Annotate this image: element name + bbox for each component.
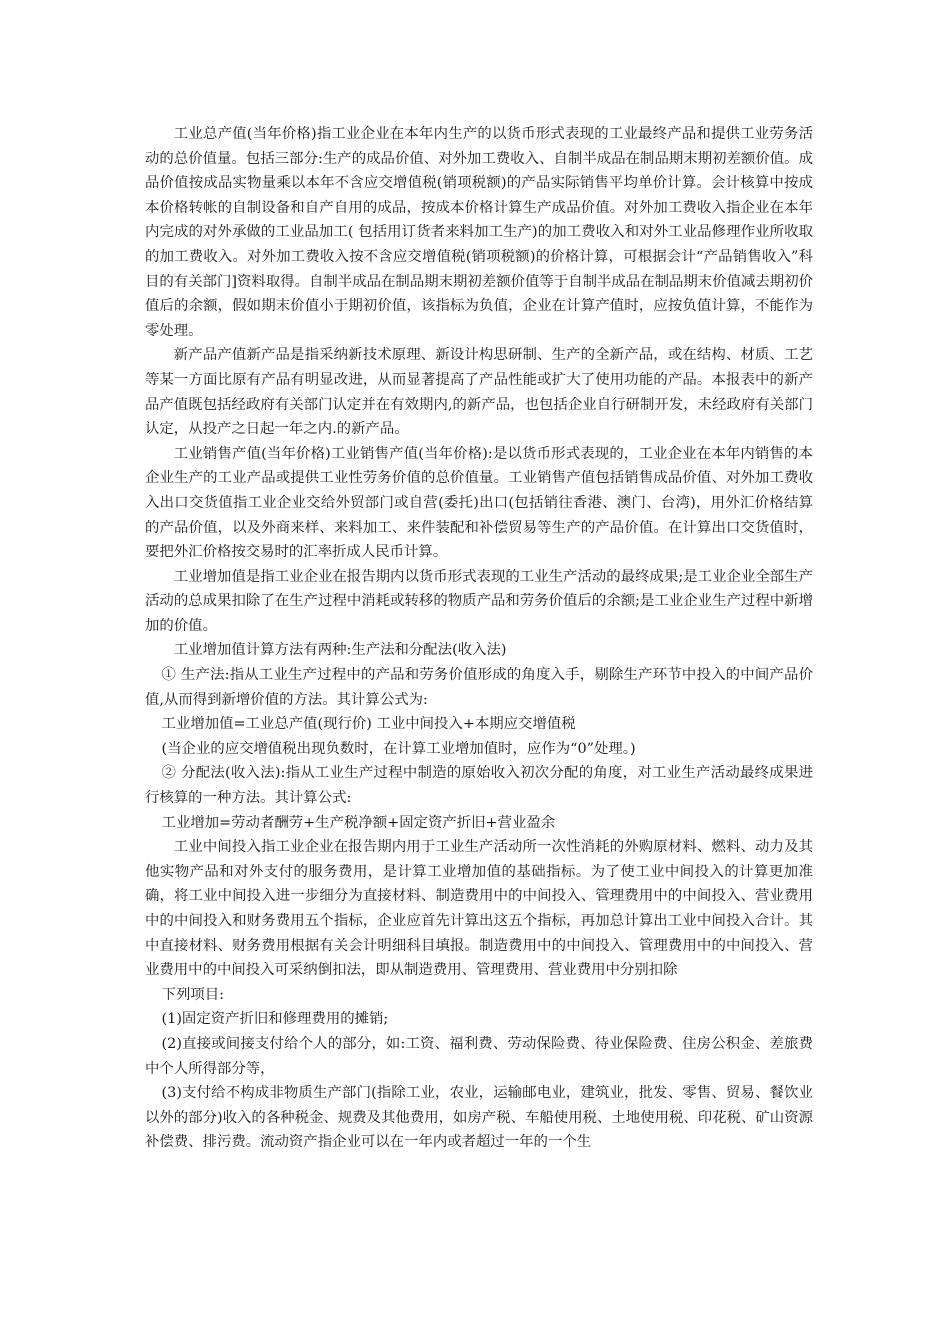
paragraph-sales-output-value: 工业销售产值(当年价格)工业销售产值(当年价格):是以货币形式表现的，工业企业在本年内销售的本企业生产的工业产品或提供工业性劳务价值的总价值量。工业销售产值包括销售成品价值、对外加工费收入出口交货值指工业企业交给外贸部门或自营(委托)出口(包括销往香港、澳门、台湾)，用外汇价格结算的产品价值，以及外商来样、来料加工、来件装配和补偿贸易等生产的产品价值。在计算出口交货值时，要把外汇价格按交易时的汇率折成人民币计算。 bbox=[145, 445, 813, 561]
note-production: (当企业的应交增值税出现负数时，在计算工业增加值时，应作为“0”处理。) bbox=[161, 740, 636, 757]
formula-production: 工业增加值=工业总产值(现行价) 工业中间投入+本期应交增值税 bbox=[161, 716, 576, 733]
paragraph-calculation-methods: 工业增加值计算方法有两种:生产法和分配法(收入法) bbox=[173, 642, 507, 659]
paragraph-intermediate-input: 工业中间投入指工业企业在报告期内用于工业生产活动所一次性消耗的外购原材料、燃料、动力及其他实物产品和对外支付的服务费用，是计算工业增加值的基础指标。为了使工业中间投入的计算更加准确，将工业中间投入进一步细分为直接材料、制造费用中的中间投入、管理费用中的中间投入、营业费用中的中间投入和财务费用五个指标，企业应首先计算出这五个指标，再加总计算出工业中间投入合计。其中直接材料、财务费用根据有关会计明细科目填报。制造费用中的中间投入、管理费用中的中间投入、营业费用中的中间投入可采纳倒扣法，即从制造费用、管理费用、营业费用中分别扣除 bbox=[145, 839, 813, 979]
paragraph-value-added: 工业增加值是指工业企业在报告期内以货币形式表现的工业生产活动的最终成果;是工业企业全部生产活动的总成果扣除了在生产过程中消耗或转移的物质产品和劳务价值后的余额;是工业企业生产过程中新增加的价值。 bbox=[145, 568, 813, 634]
list-item: (1)固定资产折旧和修理费用的摊销; bbox=[161, 1011, 389, 1028]
method-production: ① 生产法:指从工业生产过程中的产品和劳务价值形成的角度入手，剔除生产环节中投入的中间产品价值,从而得到新增价值的方法。其计算公式为: bbox=[145, 667, 813, 708]
paragraph-gross-output-value: 工业总产值(当年价格)指工业企业在本年内生产的以货币形式表现的工业最终产品和提供工业劳务活动的总价值量。包括三部分:生产的成品价值、对外加工费收入、自制半成品在制品期末期初差额价值。成品价值按成品实物量乘以本年不含应交增值税(销项税额)的产品实际销售平均单价计算。会计核算中按成本价格转帐的自制设备和自产自用的成品，按成本价格计算生产成品价值。对外加工费收入指企业在本年内完成的对外承做的工业品加工( 包括用订货者来料加工生产)的加工费收入和对外工业品修理作业所收取的加工费收入。对外加工费收入按不含应交增值税(销项税额)的价格计算，可根据会计“产品销售收入”科目的有关部门]资料取得。自制半成品在制品期末期初差额价值等于自制半成品在制品期末价值减去期初价值后的余额，假如期末价值小于期初价值，该指标为负值，企业在计算产值时，应按负值计算，不能作为零处理。 bbox=[145, 126, 813, 339]
document-body bbox=[145, 122, 813, 1155]
list-intro: 下列项目: bbox=[161, 986, 224, 1003]
list-item: (2)直接或间接支付给个人的部分，如:工资、福利费、劳动保险费、待业保险费、住房公积金、差旅费中个人所得部分等， bbox=[145, 1035, 813, 1077]
method-distribution: ② 分配法(收入法):指从工业生产过程中制造的原始收入初次分配的角度，对工业生产活动最终成果进行核算的一种方法。其计算公式: bbox=[145, 765, 813, 807]
paragraph-new-product-value: 新产品产值新产品是指采纳新技术原理、新设计构思研制、生产的全新产品，或在结构、材质、工艺等某一方面比原有产品有明显改进，从而显著提高了产品性能或扩大了使用功能的产品。本报表中的新产品产值既包括经政府有关部门认定并在有效期内,的新产品，也包括企业自行研制开发，未经政府有关部门认定，从投产之日起一年之内.的新产品。 bbox=[145, 347, 813, 438]
formula-distribution: 工业增加=劳动者酬劳+生产税净额+固定资产折旧+营业盈余 bbox=[161, 814, 556, 831]
list-item: (3)支付给不构成非物质生产部门(指除工业，农业，运输邮电业，建筑业，批发、零售、贸易、餐饮业以外的部分)收入的各种税金、规费及其他费用，如房产税、车船使用税、土地使用税、印花税、矿山资源补偿费、排污费。流动资产指企业可以在一年内或者超过一年的一个生 bbox=[145, 1085, 813, 1151]
